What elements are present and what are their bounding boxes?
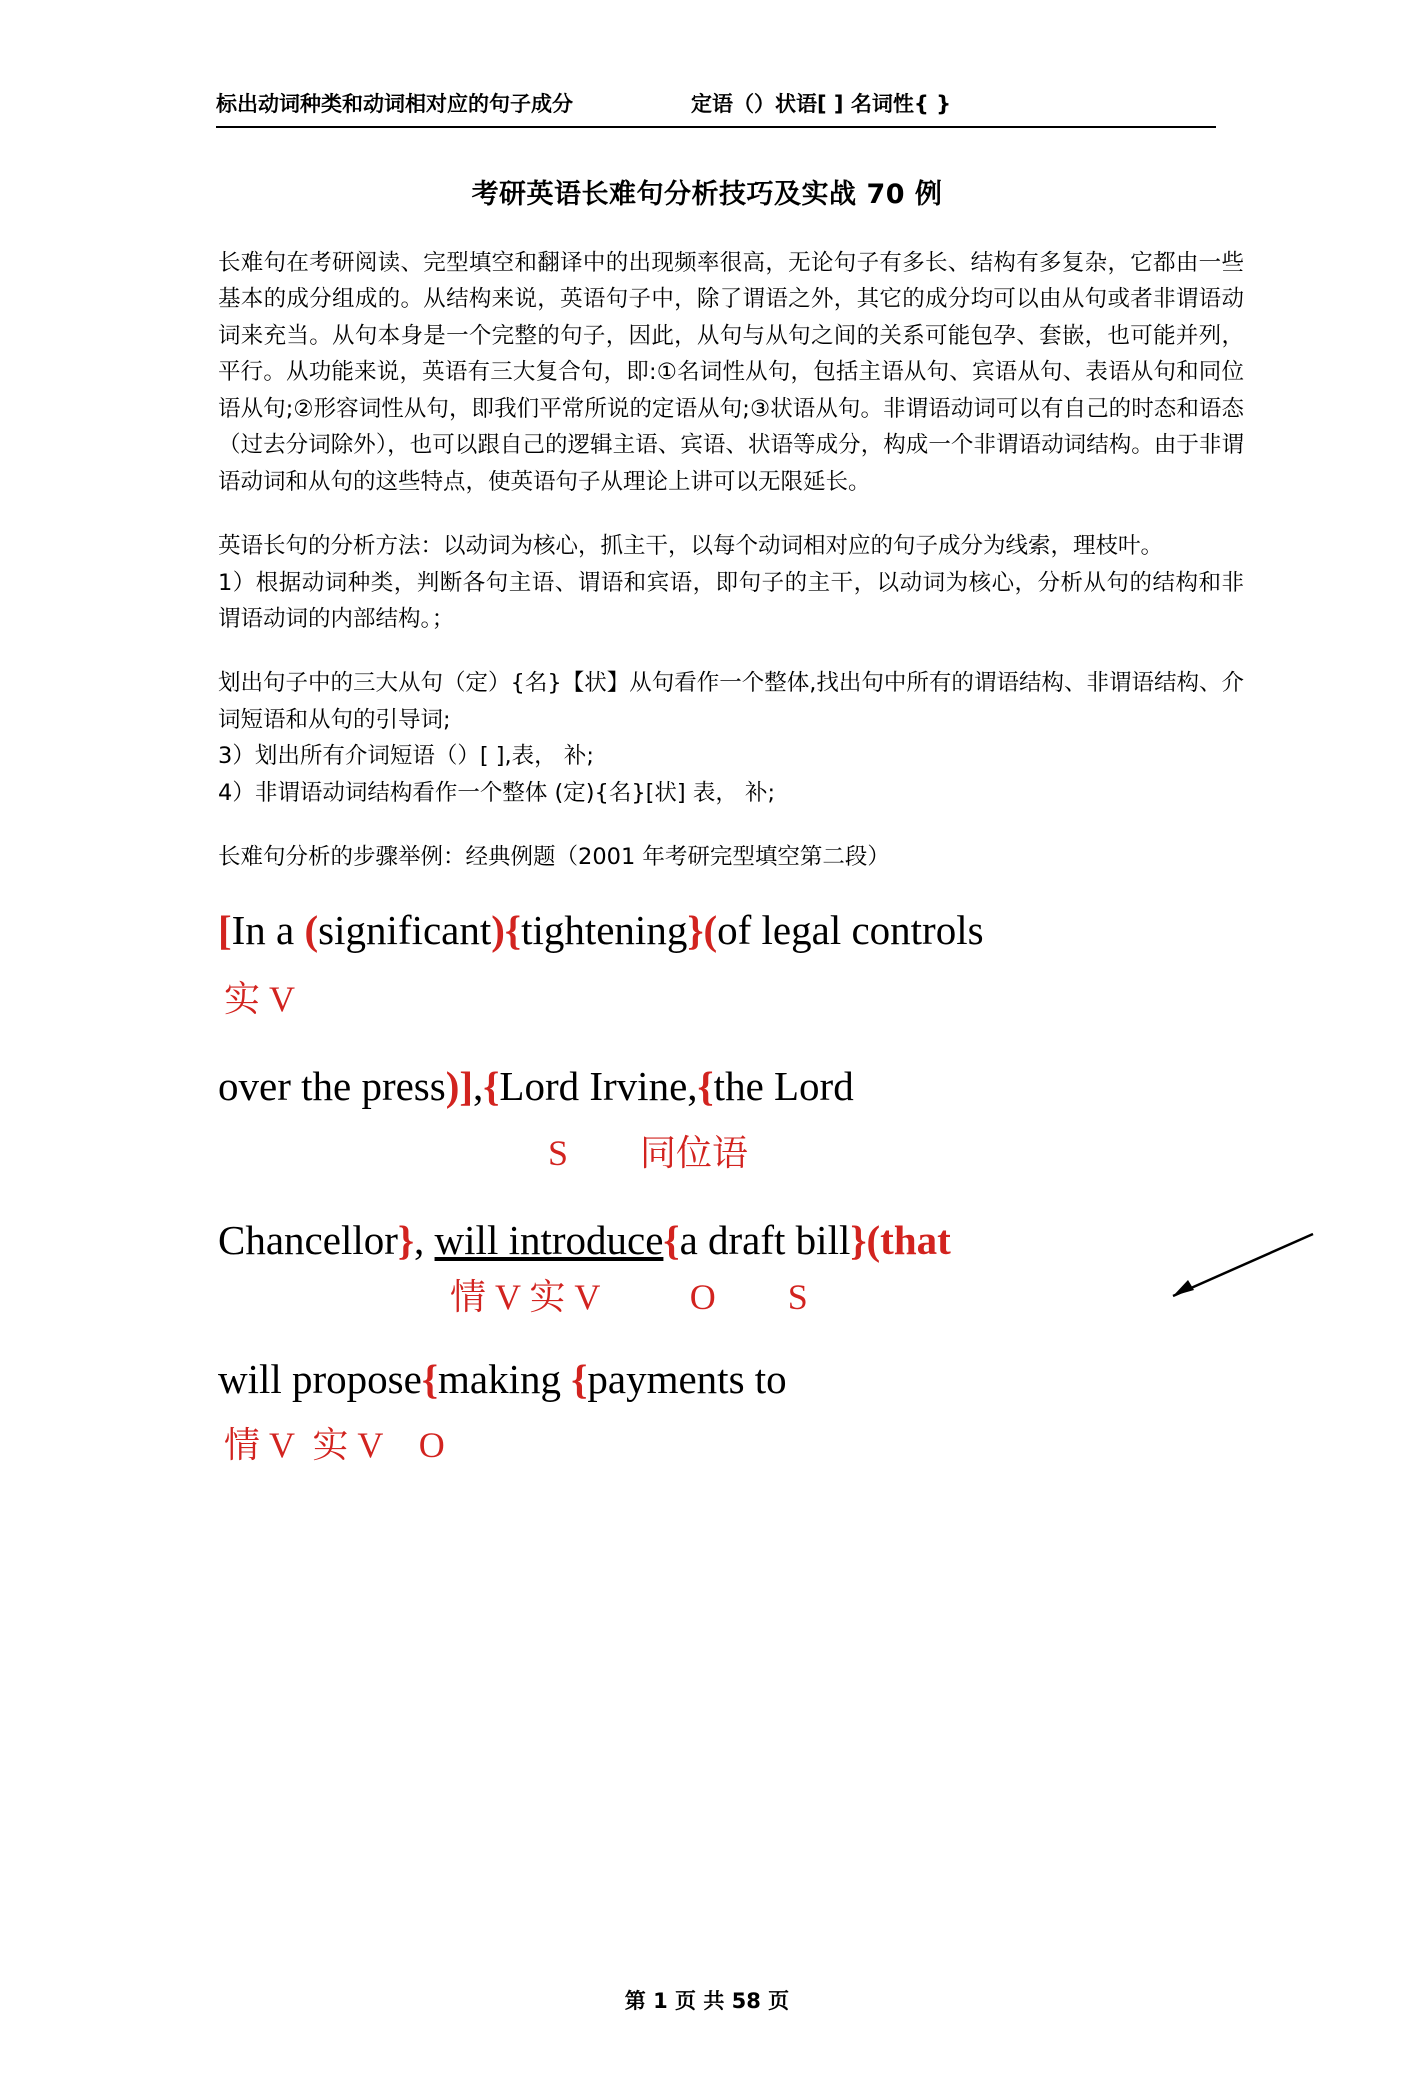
example-line-4: will propose{making {payments to [218, 1356, 787, 1403]
page-header [216, 88, 1216, 128]
reference-arrow-icon [1148, 1224, 1328, 1314]
paragraph-example-intro: 长难句分析的步骤举例：经典例题（2001 年考研完型填空第二段） [218, 844, 890, 871]
example-line-2: over the press)],{Lord Irvine,{the Lord [218, 1062, 854, 1109]
document-body [218, 245, 1244, 1465]
example-marks-2: S 同位语 [548, 1132, 749, 1173]
paragraph-step-3: 3）划出所有介词短语（）[ ],表， 补; [218, 743, 594, 770]
page-number-text: 第 1 页 共 58 页 [624, 1989, 790, 2013]
paragraph-step-4: 4）非谓语动词结构看作一个整体 (定){名}[状] 表， 补; [218, 779, 776, 806]
example-line-1: [In a (significant){tightening}(of legal controls [218, 906, 984, 953]
header-left-text: 标出动词种类和动词相对应的句子成分 [216, 92, 573, 116]
paragraph-step-1: 1）根据动词种类，判断各句主语、谓语和宾语，即句子的主干，以动词为核心，分析从句的结构和非谓语动词的内部结构。； [218, 569, 1244, 632]
paragraph-intro: 长难句在考研阅读、完型填空和翻译中的出现频率很高，无论句子有多长、结构有多复杂，它都由一些基本的成分组成的。从结构来说，英语句子中，除了谓语之外，其它的成分均可以由从句或者非谓语动词来充当。从句本身是一个完整的句子，因此，从句与从句之间的关系可能包孕、套嵌，也可能并列，平行。从功能来说，英语有三大复合句，即:①名词性从句，包括主语从句、宾语从句、表语从句和同位语从句;②形容词性从句，即我们平常所说的定语从句;③状语从句。非谓语动词可以有自己的时态和语态（过去分词除外），也可以跟自己的逻辑主语、宾语、状语等成分，构成一个非谓语动词结构。由于非谓语动词和从句的这些特点，使英语句子从理论上讲可以无限延长。 [218, 250, 1244, 495]
page-footer [0, 1985, 1414, 2015]
paragraph-step-2: 划出句子中的三大从句（定）{名}【状】从句看作一个整体,找出句中所有的谓语结构、非谓语结构、介词短语和从句的引导词; [218, 670, 1244, 733]
example-line-3: Chancellor}, will introduce{a draft bill}(that [218, 1216, 951, 1263]
paragraph-method: 英语长句的分析方法：以动词为核心，抓主干，以每个动词相对应的句子成分为线索，理枝叶。 [218, 533, 1164, 560]
example-marks-1: 实 V [224, 978, 295, 1019]
example-marks-3: 情 V 实 V O S [450, 1276, 808, 1317]
example-analysis [218, 906, 1244, 1466]
page-title: 考研英语长难句分析技巧及实战 70 例 [471, 179, 943, 210]
example-marks-4: 情 V 实 V O [224, 1424, 445, 1465]
header-right-text: 定语（）状语[ ] 名词性{ } [691, 92, 952, 116]
document-page [0, 88, 1414, 2087]
